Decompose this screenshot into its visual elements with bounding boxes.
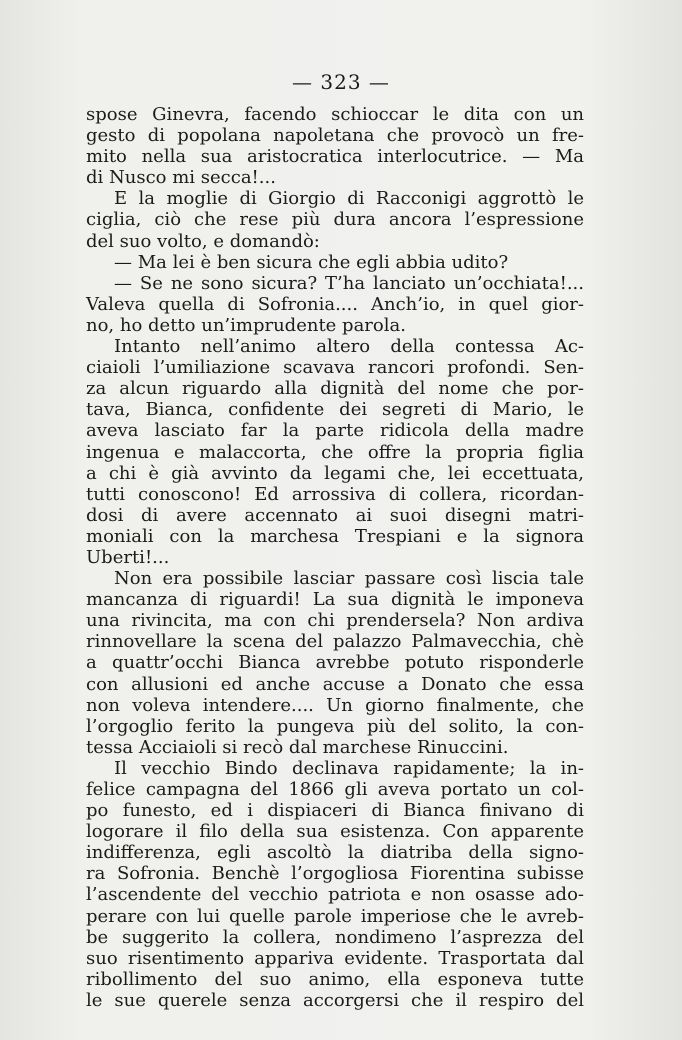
- text-line: perare con lui quelle parole imperiose che le avreb-: [86, 905, 584, 927]
- text-line: a quattr’occhi Bianca avrebbe potuto risponderle: [86, 652, 584, 674]
- text-line: za alcun riguardo alla dignità del nome che por-: [86, 378, 584, 400]
- text-line: ra Sofronia. Benchè l’orgogliosa Fiorentina subisse: [86, 863, 584, 885]
- text-line: moniali con la marchesa Trespiani e la signora: [86, 525, 584, 547]
- text-line: una rivincita, ma con chi prendersela? Non ardiva: [86, 610, 584, 632]
- text-line: felice campagna del 1866 gli aveva portato un col-: [86, 779, 584, 800]
- text-line: non voleva intendere.... Un giorno finalmente, che: [86, 694, 584, 716]
- text-line: aveva lasciato far la parte ridicola della madre: [86, 420, 584, 442]
- text-line: l’ascendente del vecchio patriota e non osasse ado-: [86, 884, 584, 906]
- text-line: tava, Bianca, confidente dei segreti di Mario, le: [86, 399, 584, 421]
- text-line: no, ho detto un’imprudente parola.: [86, 314, 406, 336]
- text-line: — Ma lei è ben sicura che egli abbia udito?: [114, 251, 509, 273]
- text-line: gesto di popolana napoletana che provocò un fre-: [86, 125, 584, 147]
- text-line: rinnovellare la scena del palazzo Palmavecchia, chè: [86, 631, 584, 653]
- text-line: dosi di avere accennato ai suoi disegni matri-: [86, 504, 584, 526]
- text-line: tutti conoscono! Ed arrossiva di collera, ricordan-: [86, 483, 584, 505]
- text-line: mito nella sua aristocratica interlocutrice. — Ma: [86, 146, 584, 168]
- text-line: E la moglie di Giorgio di Racconigi aggrottò le: [114, 188, 584, 210]
- text-line: indifferenza, egli ascoltò la diatriba della signo-: [86, 842, 584, 864]
- text-line: l’orgoglio ferito la pungeva più del solito, la con-: [86, 715, 584, 737]
- text-line: be suggerito la collera, nondimeno l’asprezza del: [86, 926, 584, 948]
- text-line: — Se ne sono sicura? T’ha lanciato un’occhiata!...: [114, 272, 584, 294]
- text-line: a chi è già avvinto da legami che, lei eccettuata,: [86, 462, 584, 484]
- text-line: di Nusco mi secca!...: [86, 167, 276, 189]
- text-line: le sue querele senza accorgersi che il respiro del: [86, 989, 584, 1011]
- text-line: logorare il filo della sua esistenza. Con apparente: [86, 821, 584, 843]
- text-line: Uberti!...: [86, 546, 170, 568]
- text-line: del suo volto, e domandò:: [86, 230, 320, 252]
- text-line: ciaioli l’umiliazione scavava rancori profondi. Sen-: [86, 357, 584, 379]
- text-line: ribollimento del suo animo, ella esponeva tutte: [86, 968, 584, 990]
- text-line: po funesto, ed i dispiaceri di Bianca finivano di: [86, 800, 584, 822]
- text-line: con allusioni ed anche accuse a Donato che essa: [86, 673, 584, 695]
- text-line: spose Ginevra, facendo schioccar le dita con un: [86, 104, 584, 125]
- text-line: tessa Acciaioli si recò dal marchese Rinuccini.: [86, 736, 509, 758]
- text-line: Il vecchio Bindo declinava rapidamente; la in-: [114, 757, 584, 779]
- text-line: mancanza di riguardi! La sua dignità le imponeva: [86, 589, 584, 611]
- text-line: suo risentimento appariva evidente. Trasportata dal: [86, 947, 584, 969]
- page-number: — 323 —: [292, 70, 390, 94]
- text-line: Non era possibile lasciar passare così liscia tale: [114, 568, 584, 590]
- text-line: Valeva quella di Sofronia.... Anch’io, in quel gior-: [86, 293, 584, 315]
- text-line: Intanto nell’animo altero della contessa Ac-: [114, 336, 584, 358]
- body-text: [86, 104, 584, 1011]
- text-line: ingenua e malaccorta, che offre la propria figlia: [86, 441, 584, 463]
- text-line: ciglia, ciò che rese più dura ancora l’espressione: [86, 209, 584, 231]
